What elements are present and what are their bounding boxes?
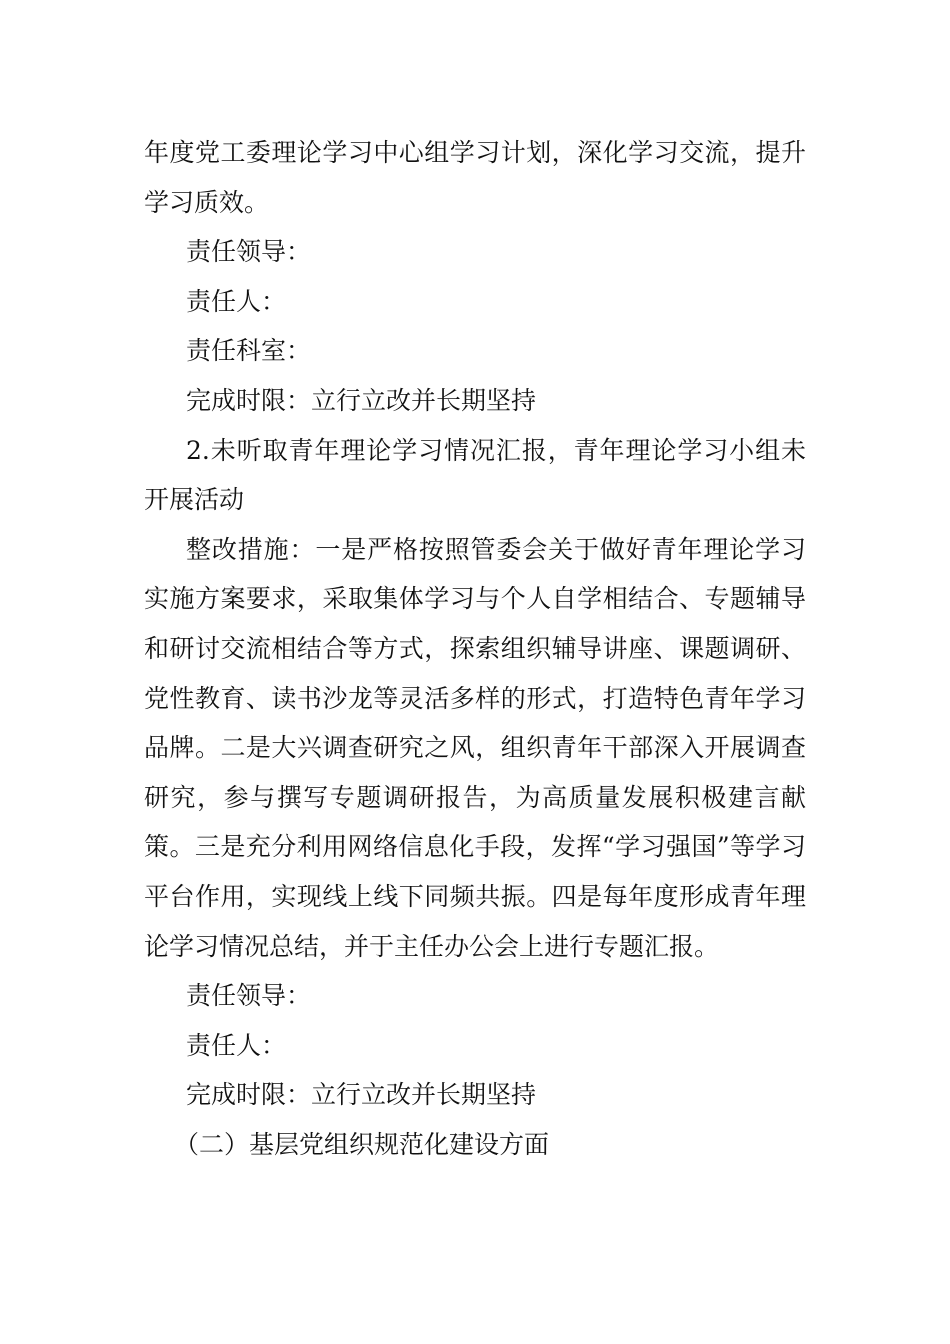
responsible-person-line: 责任人： xyxy=(186,286,287,316)
responsible-person-line: 责任人： xyxy=(186,1030,287,1060)
deadline-line: 完成时限：立行立改并长期坚持 xyxy=(186,1080,537,1110)
document-body xyxy=(144,128,806,1169)
section-heading: （二）基层党组织规范化建设方面 xyxy=(174,1129,550,1159)
issue-heading: 2.未听取青年理论学习情况汇报，青年理论学习小组未开展活动 xyxy=(144,435,806,515)
deadline-line: 完成时限：立行立改并长期坚持 xyxy=(186,385,537,415)
paragraph-continuation: 年度党工委理论学习中心组学习计划，深化学习交流，提升学习质效。 xyxy=(144,138,806,217)
responsible-department-line: 责任科室： xyxy=(186,336,312,366)
responsible-leader-line: 责任领导： xyxy=(186,237,312,267)
responsible-leader-line: 责任领导： xyxy=(186,981,312,1011)
rectification-measures: 整改措施：一是严格按照管委会关于做好青年理论学习实施方案要求，采取集体学习与个人自学相结合、专题辅导和研讨交流相结合等方式，探索组织辅导讲座、课题调研、党性教育、读书沙龙等灵活多样的形式，打造特色青年学习品牌。二是大兴调查研究之风，组织青年干部深入开展调查研究，参与撰写专题调研报告，为高质量发展积极建言献策。三是充分利用网络信息化手段，发挥“学习强国”等学习平台作用，实现线上线下同频共振。四是每年度形成青年理论学习情况总结，并于主任办公会上进行专题汇报。 xyxy=(144,534,806,961)
